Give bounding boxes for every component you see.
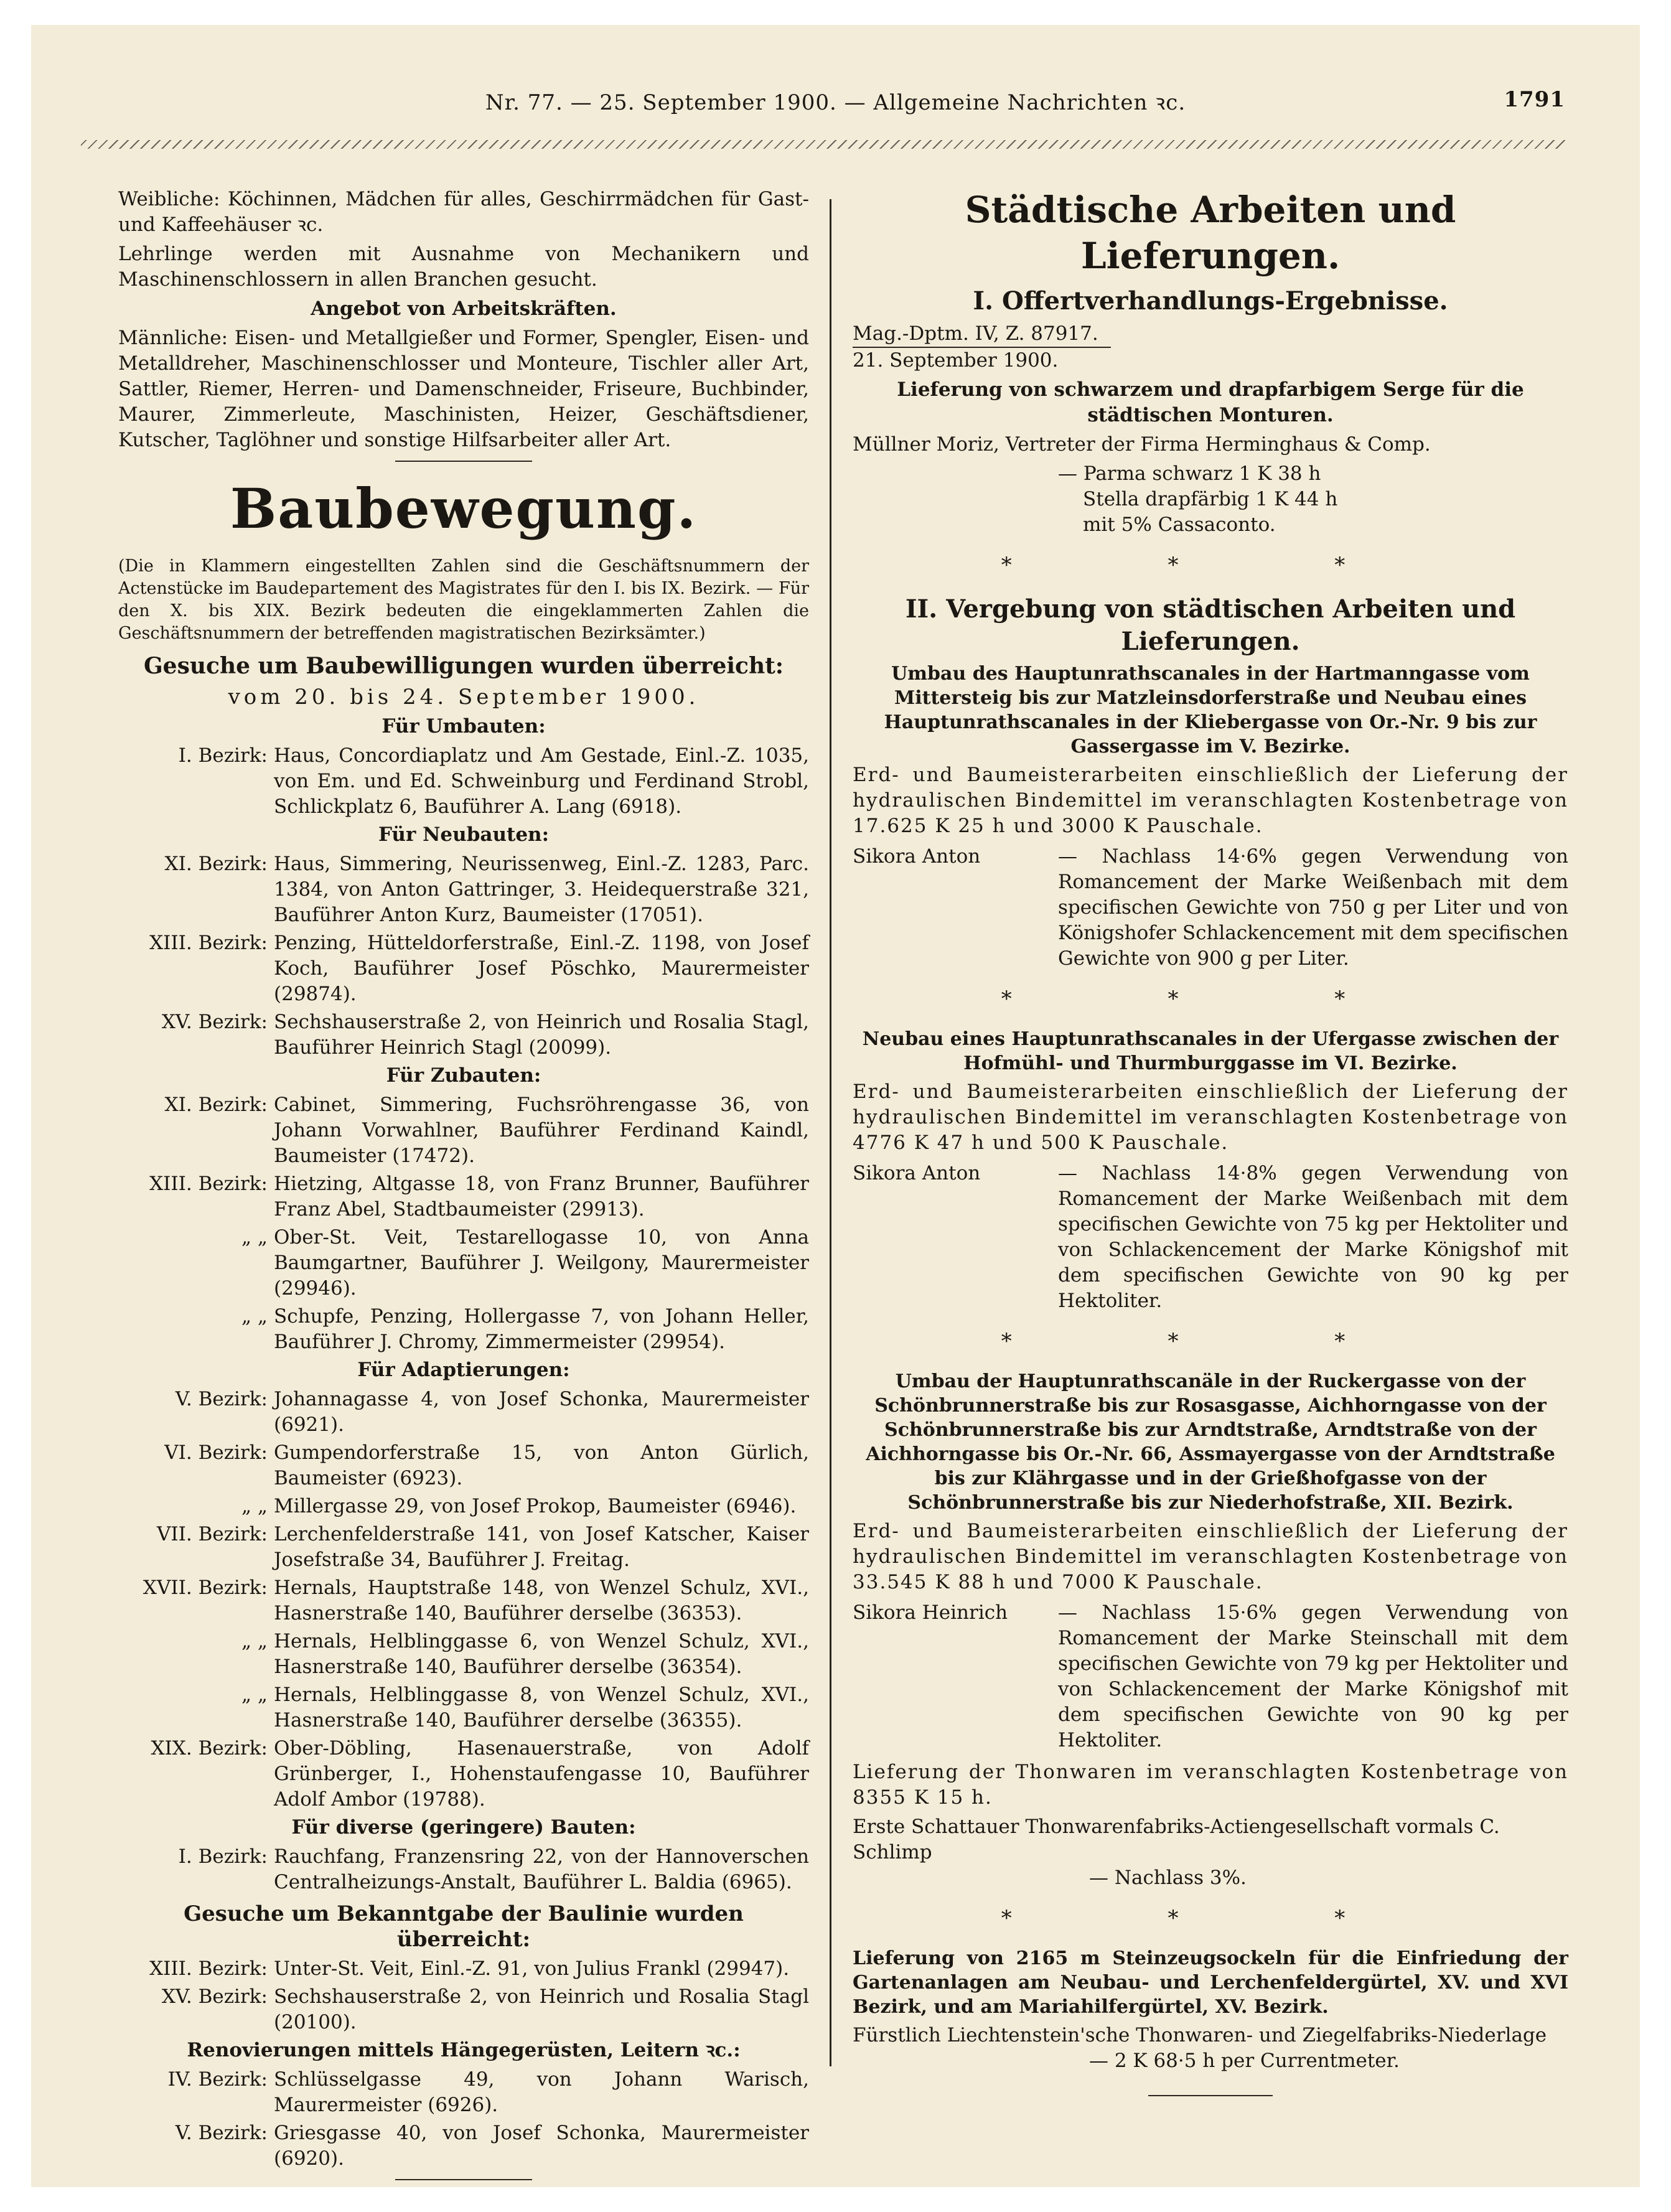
separator-stars: * * * xyxy=(1001,1906,1420,1931)
bezirk-label: „ „ xyxy=(241,1305,268,1328)
baubewegung-note: (Die in Klammern eingestellten Zahlen sind die Geschäftsnummern der Actenstücke im Baudepartement des Magistrates für den I. bis IX. Bezirk. — Für den X. bis XIX. Bezirk bedeuten die eingeklammerten Zahlen die Geschäftsnummern der betreffenden magistratischen Bezirksämter.) xyxy=(118,556,809,643)
page-header xyxy=(31,87,1640,124)
entry-text: Haus, Simmering, Neurissenweg, Einl.-Z. 1283, Parc. 1384, von Anton Gattringer, 3. Heidequerstraße 321, Bauführer Anton Kurz, Baumeister (17051). xyxy=(274,853,809,926)
gesuche-heading: Gesuche um Baubewilligungen wurden überreicht: xyxy=(143,653,784,679)
bidder-result: — Nachlass 15·6% gegen Verwendung von Romancement der Marke Steinschall mit dem specifischen Gewichte von 79 kg per Hektoliter und von Schlackencement der Marke Königshof mit dem specifischen Gewichte von 90 kg per Hektoliter. xyxy=(1058,1601,1568,1751)
separator-stars: * * * xyxy=(1001,1329,1420,1354)
entry-text: Cabinet, Simmering, Fuchsröhrengasse 36, von Johann Vorwahlner, Bauführer Ferdinand Kaindl, Baumeister (17472). xyxy=(274,1094,809,1167)
entry-text: Sechshauserstraße 2, von Heinrich und Rosalia Stagl (20100). xyxy=(274,1985,809,2033)
neubau-ufergasse-title: Neubau eines Hauptunrathscanales in der Ufergasse zwischen der Hofmühl- und Thurmburggasse im VI. Bezirke. xyxy=(862,1028,1559,1074)
umbau-hartmanngasse-title: Umbau des Hauptunrathscanales in der Hartmanngasse vom Mittersteig bis zur Matzleinsdorferstraße und Neubau eines Hauptunrathscanales in der Kliebergasse von Or.-Nr. 9 bis zur Gassergasse im V. Bezirke. xyxy=(884,663,1537,757)
bezirk-label: IV. Bezirk: xyxy=(167,2068,268,2091)
steinzeug-title: Lieferung von 2165 m Steinzeugsockeln für die Einfriedung der Gartenanlagen am Neubau- und Lerchenfeldergürtel, XV. und XVI Bezirk, und am Mariahilfergürtel, XV. Bezirk. xyxy=(853,1947,1568,2018)
steinzeug-bidder: Fürstlich Liechtenstein'sche Thonwaren- und Ziegelfabriks-Niederlage xyxy=(853,2024,1547,2046)
umbau-ruckergasse-title: Umbau der Hauptunrathscanäle in der Ruckergasse von der Schönbrunnerstraße bis zur Rosasgasse, Aichhorngasse von der Schönbrunnerstraße bis zur Arndtstraße, Arndtstraße von der Aichhorngasse bis Or.-Nr. 66, Assmayergasse von der Arndtstraße bis zur Klährgasse und in der Grießhofgasse von der Schönbrunnerstraße bis zur Niederhofstraße, XII. Bezirk. xyxy=(866,1371,1555,1514)
entry-text: Unter-St. Veit, Einl.-Z. 91, von Julius Frankl (29947). xyxy=(274,1957,790,1980)
adaptierungen-heading: Für Adaptierungen: xyxy=(357,1359,570,1381)
entry-text: Schlüsselgasse 49, von Johann Warisch, Maurermeister (6926). xyxy=(274,2068,809,2116)
separator-stars: * * * xyxy=(1001,986,1420,1011)
bezirk-label: XIII. Bezirk: xyxy=(149,932,268,954)
entry-text: Hernals, Hauptstraße 148, von Wenzel Schulz, XVI., Hasnerstraße 140, Bauführer derselbe (36353). xyxy=(274,1577,809,1624)
date-range: vom 20. bis 24. September 1900. xyxy=(228,685,700,710)
bezirk-label: I. Bezirk: xyxy=(178,744,268,767)
weibliche-paragraph: Weibliche: Köchinnen, Mädchen für alles, Geschirrmädchen für Gast- und Kaffeehäuser ꝛc. xyxy=(118,188,809,236)
bezirk-label: „ „ xyxy=(241,1226,268,1249)
list-item xyxy=(118,743,809,820)
bidder-row xyxy=(853,844,1568,972)
bezirk-label: „ „ xyxy=(241,1630,268,1652)
header-line: Nr. 77. — 25. September 1900. — Allgemeine Nachrichten ꝛc. xyxy=(485,90,1186,115)
separator-stars: * * * xyxy=(1001,553,1420,578)
header-wavy-rule xyxy=(81,140,1565,149)
bezirk-label: XI. Bezirk: xyxy=(164,853,268,875)
adaptierungen-list xyxy=(118,1387,809,1812)
baulinie-heading: Gesuche um Bekanntgabe der Baulinie wurden überreicht: xyxy=(184,1901,744,1952)
bezirk-label: V. Bezirk: xyxy=(175,2122,268,2144)
offertverhandlungs-heading: I. Offertverhandlungs-Ergebnisse. xyxy=(973,286,1448,316)
list-item xyxy=(118,1171,809,1222)
umbau-hartmanngasse-work: Erd- und Baumeisterarbeiten einschließlich der Lieferung der hydraulischen Bindemittel im veranschlagten Kostenbetrage von 17.625 K 25 h und 3000 K Pauschale. xyxy=(853,764,1568,837)
entry-text: Schupfe, Penzing, Hollergasse 7, von Johann Heller, Bauführer J. Chromy, Zimmermeister (29954). xyxy=(274,1305,809,1353)
bidder-row xyxy=(853,1600,1568,1753)
bidder-name: Sikora Anton xyxy=(853,845,981,868)
bezirk-label: VII. Bezirk: xyxy=(156,1523,268,1545)
thonwaren-result: — Nachlass 3%. xyxy=(1089,1867,1247,1889)
bezirk-label: VI. Bezirk: xyxy=(164,1441,268,1464)
list-item xyxy=(118,2067,809,2118)
left-column xyxy=(118,187,809,2188)
renovierungen-heading: Renovierungen mittels Hängegerüsten, Leitern ꝛc.: xyxy=(187,2039,741,2061)
bezirk-label: XVII. Bezirk: xyxy=(143,1577,268,1599)
list-item xyxy=(118,1304,809,1355)
bidder-name: Sikora Anton xyxy=(853,1162,981,1184)
list-item xyxy=(118,1387,809,1438)
zubauten-heading: Für Zubauten: xyxy=(386,1064,541,1087)
bezirk-label: I. Bezirk: xyxy=(178,1845,268,1868)
staedtische-title: Städtische Arbeiten und Lieferungen. xyxy=(965,189,1456,277)
neubauten-list xyxy=(118,851,809,1061)
column-divider xyxy=(830,199,831,2066)
vergebung-heading: II. Vergebung von städtischen Arbeiten und Lieferungen. xyxy=(905,594,1516,656)
end-rule xyxy=(395,2179,532,2180)
lehrlinge-paragraph: Lehrlinge werden mit Ausnahme von Mechanikern und Maschinenschlossern in allen Branchen gesucht. xyxy=(118,243,809,291)
list-item xyxy=(118,930,809,1007)
entry-text: Lerchenfelderstraße 141, von Josef Katscher, Kaiser Josefstraße 34, Bauführer J. Freitag. xyxy=(274,1523,809,1571)
bezirk-label: XIII. Bezirk: xyxy=(149,1957,268,1980)
neubau-ufergasse-work: Erd- und Baumeisterarbeiten einschließlich der Lieferung der hydraulischen Bindemittel im veranschlagten Kostenbetrage von 4776 K 47 h und 500 K Pauschale. xyxy=(853,1080,1568,1154)
renovierungen-list xyxy=(118,2067,809,2172)
list-item xyxy=(118,1984,809,2035)
neubauten-heading: Für Neubauten: xyxy=(378,823,550,846)
list-item xyxy=(118,1440,809,1491)
list-item xyxy=(118,1522,809,1573)
umbauten-heading: Für Umbauten: xyxy=(381,715,546,738)
list-item xyxy=(118,2121,809,2172)
list-item xyxy=(118,1629,809,1680)
list-item xyxy=(118,1575,809,1626)
page-number: 1791 xyxy=(1504,87,1565,112)
entry-text: Johannagasse 4, von Josef Schonka, Maurermeister (6921). xyxy=(274,1388,809,1436)
baulinie-list xyxy=(118,1956,809,2035)
entry-text: Hernals, Helblinggasse 8, von Wenzel Schulz, XVI., Hasnerstraße 140, Bauführer derselbe (36355). xyxy=(274,1684,809,1732)
bezirk-label: V. Bezirk: xyxy=(175,1388,268,1410)
mag-reference xyxy=(853,321,1568,348)
bezirk-label: „ „ xyxy=(241,1495,268,1517)
entry-text: Haus, Concordiaplatz und Am Gestade, Einl.-Z. 1035, von Em. und Ed. Schweinburg und Ferdinand Strobl, Schlickplatz 6, Bauführer A. Lang (6918). xyxy=(274,744,809,818)
end-rule xyxy=(1148,2095,1273,2096)
mag-date: 21. September 1900. xyxy=(853,349,1059,372)
list-item xyxy=(118,1844,809,1895)
bezirk-label: „ „ xyxy=(241,1684,268,1706)
bidder-result: — Nachlass 14·6% gegen Verwendung von Romancement der Marke Weißenbach mit dem specifischen Gewichte von 750 g per Liter und von Königshofer Schlackencement mit dem specifischen Gewichte von 900 g per Liter. xyxy=(1058,845,1568,970)
bezirk-label: XV. Bezirk: xyxy=(161,1011,268,1033)
entry-text: Millergasse 29, von Josef Prokop, Baumeister (6946). xyxy=(274,1495,797,1517)
angebot-heading: Angebot von Arbeitskräften. xyxy=(311,298,617,320)
entry-text: Griesgasse 40, von Josef Schonka, Maurermeister (6920). xyxy=(274,2122,809,2170)
zubauten-list xyxy=(118,1092,809,1355)
bezirk-label: XIX. Bezirk: xyxy=(151,1737,268,1760)
mag-reference-number: Mag.-Dptm. IV, Z. 87917. xyxy=(853,321,1111,348)
diverse-list xyxy=(118,1844,809,1895)
newspaper-page xyxy=(31,25,1640,2187)
list-item xyxy=(118,1010,809,1061)
list-item xyxy=(118,1092,809,1169)
bidder-row xyxy=(853,1161,1568,1314)
bid-stella: Stella drapfärbig 1 K 44 h xyxy=(1083,488,1338,510)
bezirk-label: XV. Bezirk: xyxy=(161,1985,268,2008)
bezirk-label: XI. Bezirk: xyxy=(164,1094,268,1116)
maennliche-paragraph: Männliche: Eisen- und Metallgießer und Former, Spengler, Eisen- und Metalldreher, Maschinenschlosser und Monteure, Tischler aller Art, Sattler, Riemer, Herren- und Damenschneider, Friseure, Buchbinder, Maurer, Zimmerleute, Maschinisten, Heizer, Geschäftsdiener, Kutscher, Taglöhner und sonstige Hilfsarbeiter aller Art. xyxy=(118,327,809,451)
list-item xyxy=(118,1225,809,1301)
list-item xyxy=(118,851,809,928)
entry-text: Gumpendorferstraße 15, von Anton Gürlich, Baumeister (6923). xyxy=(274,1441,809,1489)
entry-text: Sechshauserstraße 2, von Heinrich und Rosalia Stagl, Bauführer Heinrich Stagl (20099). xyxy=(274,1011,809,1059)
right-column xyxy=(853,187,1568,2117)
bidder-name: Sikora Heinrich xyxy=(853,1601,1008,1624)
list-item xyxy=(118,1956,809,1982)
entry-text: Hietzing, Altgasse 18, von Franz Brunner, Bauführer Franz Abel, Stadtbaumeister (29913). xyxy=(274,1173,809,1221)
lieferung-serge: Lieferung von schwarzem und drapfarbigem Serge für die städtischen Monturen. xyxy=(897,378,1524,426)
steinzeug-result: — 2 K 68·5 h per Currentmeter. xyxy=(1089,2050,1400,2072)
thonwaren-work: Lieferung der Thonwaren im veranschlagten Kostenbetrage von 8355 K 15 h. xyxy=(853,1761,1568,1809)
diverse-heading: Für diverse (geringere) Bauten: xyxy=(291,1816,636,1839)
list-item xyxy=(118,1682,809,1733)
bidder-muellner: Müllner Moriz, Vertreter der Firma Herminghaus & Comp. xyxy=(853,433,1431,456)
list-item xyxy=(118,1736,809,1812)
entry-text: Rauchfang, Franzensring 22, von der Hannoverschen Centralheizungs-Anstalt, Bauführer L. Baldia (6965). xyxy=(274,1845,809,1893)
baubewegung-title: Baubewegung. xyxy=(230,476,698,541)
entry-text: Ober-Döbling, Hasenauerstraße, von Adolf Grünberger, I., Hohenstaufengasse 10, Bauführer Adolf Ambor (19788). xyxy=(274,1737,809,1811)
list-item xyxy=(118,1494,809,1519)
bid-parma: — Parma schwarz 1 K 38 h xyxy=(1058,462,1321,485)
umbauten-list xyxy=(118,743,809,820)
bidder-result: — Nachlass 14·8% gegen Verwendung von Romancement der Marke Weißenbach mit dem specifischen Gewichte von 75 kg per Hektoliter und von Schlackencement der Marke Königshof mit dem specifischen Gewichte von 90 kg per Hektoliter. xyxy=(1058,1162,1568,1312)
bezirk-label: XIII. Bezirk: xyxy=(149,1173,268,1195)
bid-conto: mit 5% Cassaconto. xyxy=(1083,513,1276,536)
entry-text: Hernals, Helblinggasse 6, von Wenzel Schulz, XVI., Hasnerstraße 140, Bauführer derselbe (36354). xyxy=(274,1630,809,1678)
thonwaren-bidder: Erste Schattauer Thonwarenfabriks-Actiengesellschaft vormals C. Schlimp xyxy=(853,1816,1500,1863)
umbau-ruckergasse-work: Erd- und Baumeisterarbeiten einschließlich der Lieferung der hydraulischen Bindemittel im veranschlagten Kostenbetrage von 33.545 K 88 h und 7000 K Pauschale. xyxy=(853,1520,1568,1593)
entry-text: Ober-St. Veit, Testarellogasse 10, von Anna Baumgartner, Bauführer J. Weilgony, Maurermeister (29946). xyxy=(274,1226,809,1300)
section-rule xyxy=(395,461,532,462)
entry-text: Penzing, Hütteldorferstraße, Einl.-Z. 1198, von Josef Koch, Bauführer Josef Pöschko, Maurermeister (29874). xyxy=(274,932,809,1005)
